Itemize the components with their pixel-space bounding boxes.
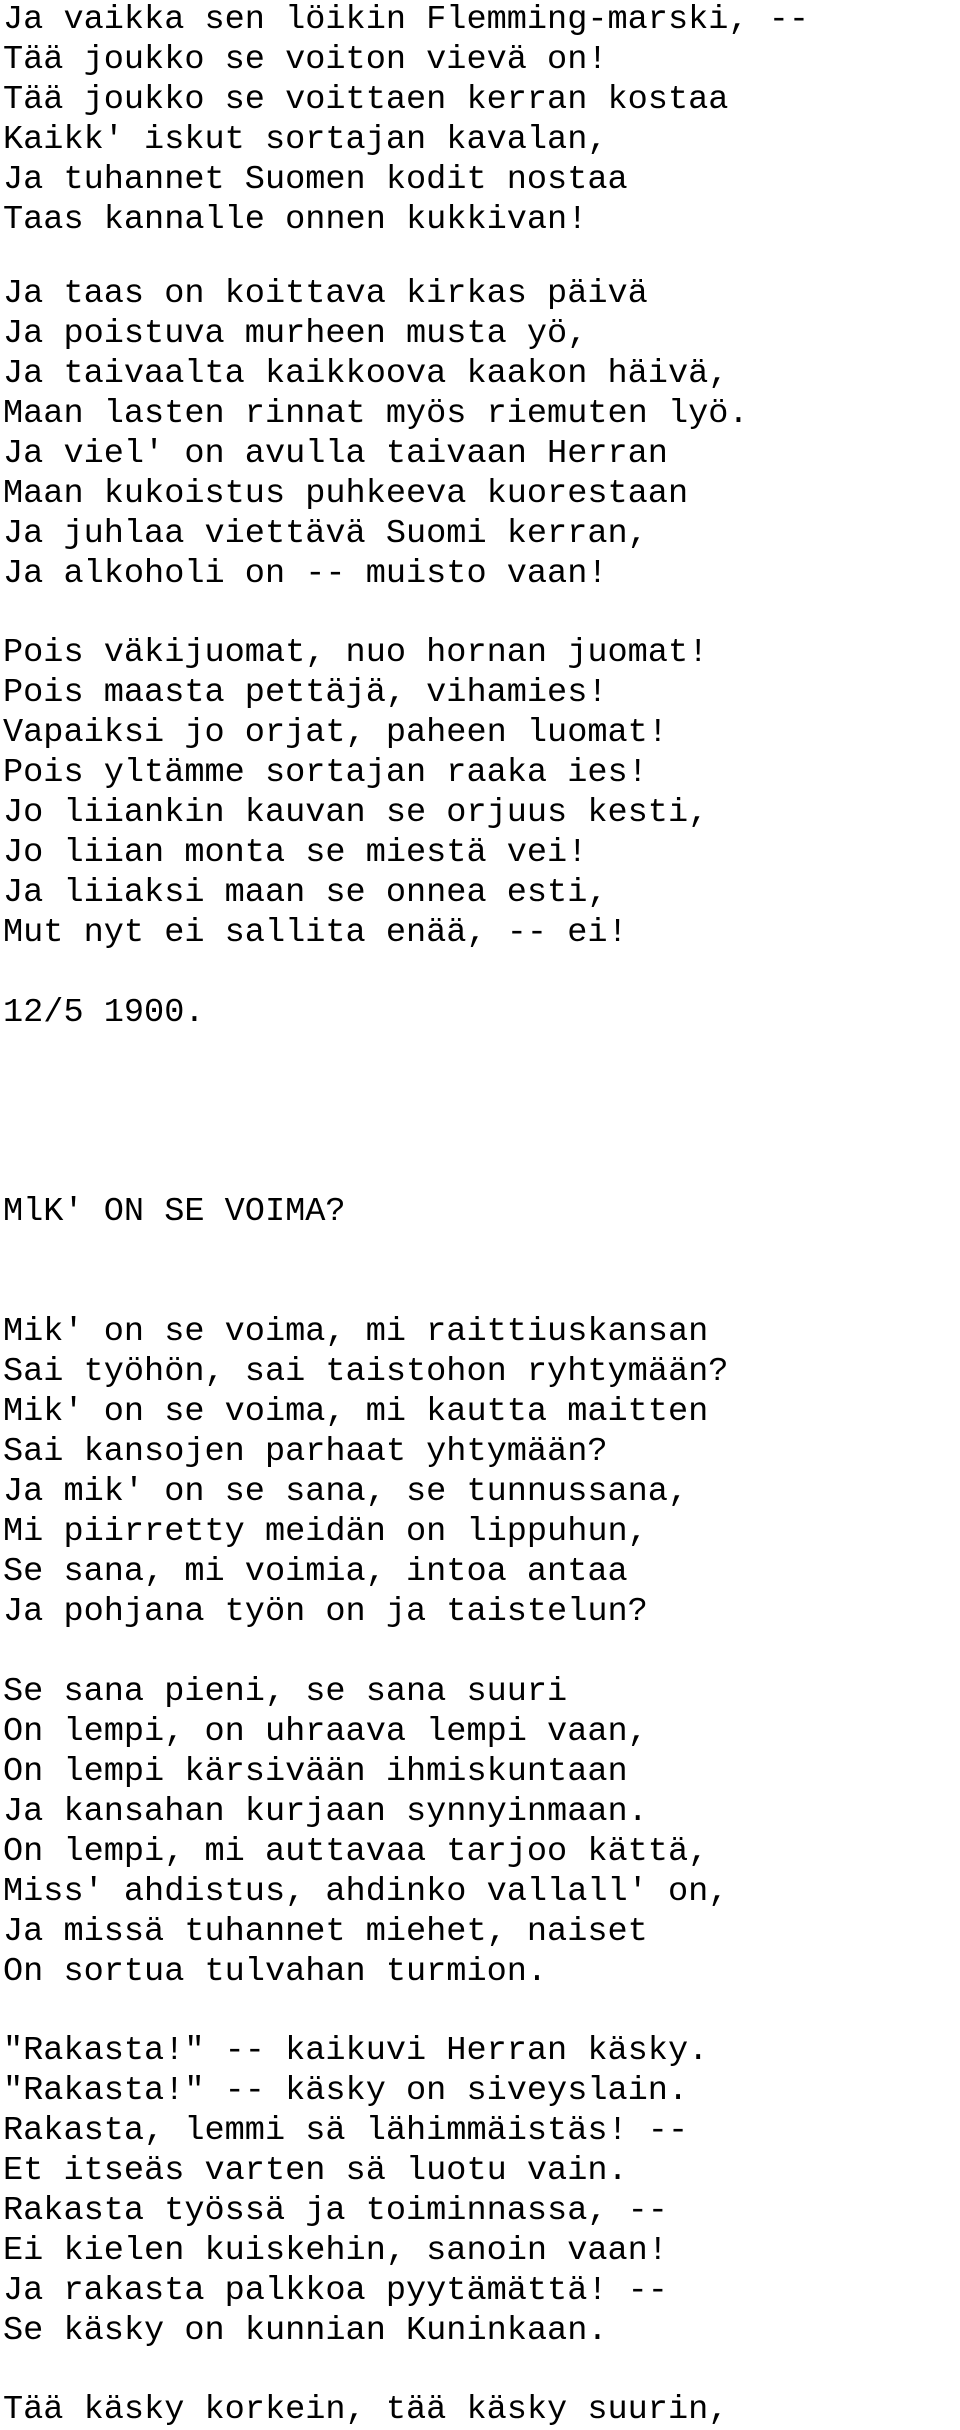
poem-line: Mik' on se voima, mi raittiuskansan: [3, 1313, 709, 1351]
poem-line: Ja rakasta palkkoa pyytämättä! --: [3, 2272, 668, 2310]
poem-line: Rakasta, lemmi sä lähimmäistäs! --: [3, 2112, 689, 2150]
stanza-1: [3, 0, 958, 240]
poem-line: Ja vaikka sen löikin Flemming-marski, --: [3, 1, 810, 39]
poem-line: Et itseäs varten sä luotu vain.: [3, 2152, 628, 2190]
stanza-3: [3, 633, 958, 953]
poem-line: Ja poistuva murheen musta yö,: [3, 315, 588, 353]
poem-line: Miss' ahdistus, ahdinko vallall' on,: [3, 1873, 729, 1911]
poem-line: Vapaiksi jo orjat, paheen luomat!: [3, 714, 668, 752]
stanza-7: [3, 2390, 958, 2430]
poem-line: On lempi kärsivään ihmiskuntaan: [3, 1753, 628, 1791]
poem-line: "Rakasta!" -- kaikuvi Herran käsky.: [3, 2032, 709, 2070]
poem-line: On lempi, on uhraava lempi vaan,: [3, 1713, 648, 1751]
poem-line: Ja juhlaa viettävä Suomi kerran,: [3, 515, 648, 553]
poem-line: Ja alkoholi on -- muisto vaan!: [3, 555, 608, 593]
poem-line: Ja taas on koittava kirkas päivä: [3, 275, 648, 313]
poem-title: MlK' ON SE VOIMA?: [3, 1193, 346, 1231]
poem-line: On lempi, mi auttavaa tarjoo kättä,: [3, 1833, 709, 1871]
poem-line: Se sana pieni, se sana suuri: [3, 1673, 568, 1711]
date-line: [3, 993, 958, 1033]
poem-line: Mik' on se voima, mi kautta maitten: [3, 1393, 709, 1431]
poem-line: Maan kukoistus puhkeeva kuorestaan: [3, 475, 689, 513]
poem-line: Ja viel' on avulla taivaan Herran: [3, 435, 668, 473]
poem-line: Maan lasten rinnat myös riemuten lyö.: [3, 395, 749, 433]
stanza-5: [3, 1672, 958, 1992]
poem-line: Ja liiaksi maan se onnea esti,: [3, 874, 608, 912]
poem-line: Ja taivaalta kaikkoova kaakon häivä,: [3, 355, 729, 393]
poem-line: Kaikk' iskut sortajan kavalan,: [3, 121, 608, 159]
stanza-4: [3, 1312, 958, 1632]
poem-line: "Rakasta!" -- käsky on siveyslain.: [3, 2072, 689, 2110]
poem-line: Ei kielen kuiskehin, sanoin vaan!: [3, 2232, 668, 2270]
poem-line: Tää käsky korkein, tää käsky suurin,: [3, 2391, 729, 2429]
poem-line: Ja tuhannet Suomen kodit nostaa: [3, 161, 628, 199]
poem-line: Ja mik' on se sana, se tunnussana,: [3, 1473, 689, 1511]
poem-line: Tää joukko se voiton vievä on!: [3, 41, 608, 79]
poem-line: Jo liiankin kauvan se orjuus kesti,: [3, 794, 709, 832]
poem-line: Tää joukko se voittaen kerran kostaa: [3, 81, 729, 119]
poem-line: Sai kansojen parhaat yhtymään?: [3, 1433, 608, 1471]
poem-line: Mi piirretty meidän on lippuhun,: [3, 1513, 648, 1551]
poem-line: Ja missä tuhannet miehet, naiset: [3, 1913, 648, 1951]
poem-line: Ja kansahan kurjaan synnyinmaan.: [3, 1793, 648, 1831]
poem-line: Taas kannalle onnen kukkivan!: [3, 201, 588, 239]
poem-line: Ja pohjana työn on ja taistelun?: [3, 1593, 648, 1631]
poem-line: Jo liian monta se miestä vei!: [3, 834, 588, 872]
poem-line: Pois yltämme sortajan raaka ies!: [3, 754, 648, 792]
poem-line: Se käsky on kunnian Kuninkaan.: [3, 2312, 608, 2350]
stanza-6: [3, 2031, 958, 2351]
poem-line: Pois maasta pettäjä, vihamies!: [3, 674, 608, 712]
poem-date: 12/5 1900.: [3, 994, 205, 1032]
poem-line: Sai työhön, sai taistohon ryhtymään?: [3, 1353, 729, 1391]
poem-line: Pois väkijuomat, nuo hornan juomat!: [3, 634, 709, 672]
stanza-2: [3, 274, 958, 594]
poem-line: On sortua tulvahan turmion.: [3, 1953, 548, 1991]
poem-line: Se sana, mi voimia, intoa antaa: [3, 1553, 628, 1591]
poem-line: Rakasta työssä ja toiminnassa, --: [3, 2192, 668, 2230]
poem-line: Mut nyt ei sallita enää, -- ei!: [3, 914, 628, 952]
poem-title-block: [3, 1192, 958, 1232]
